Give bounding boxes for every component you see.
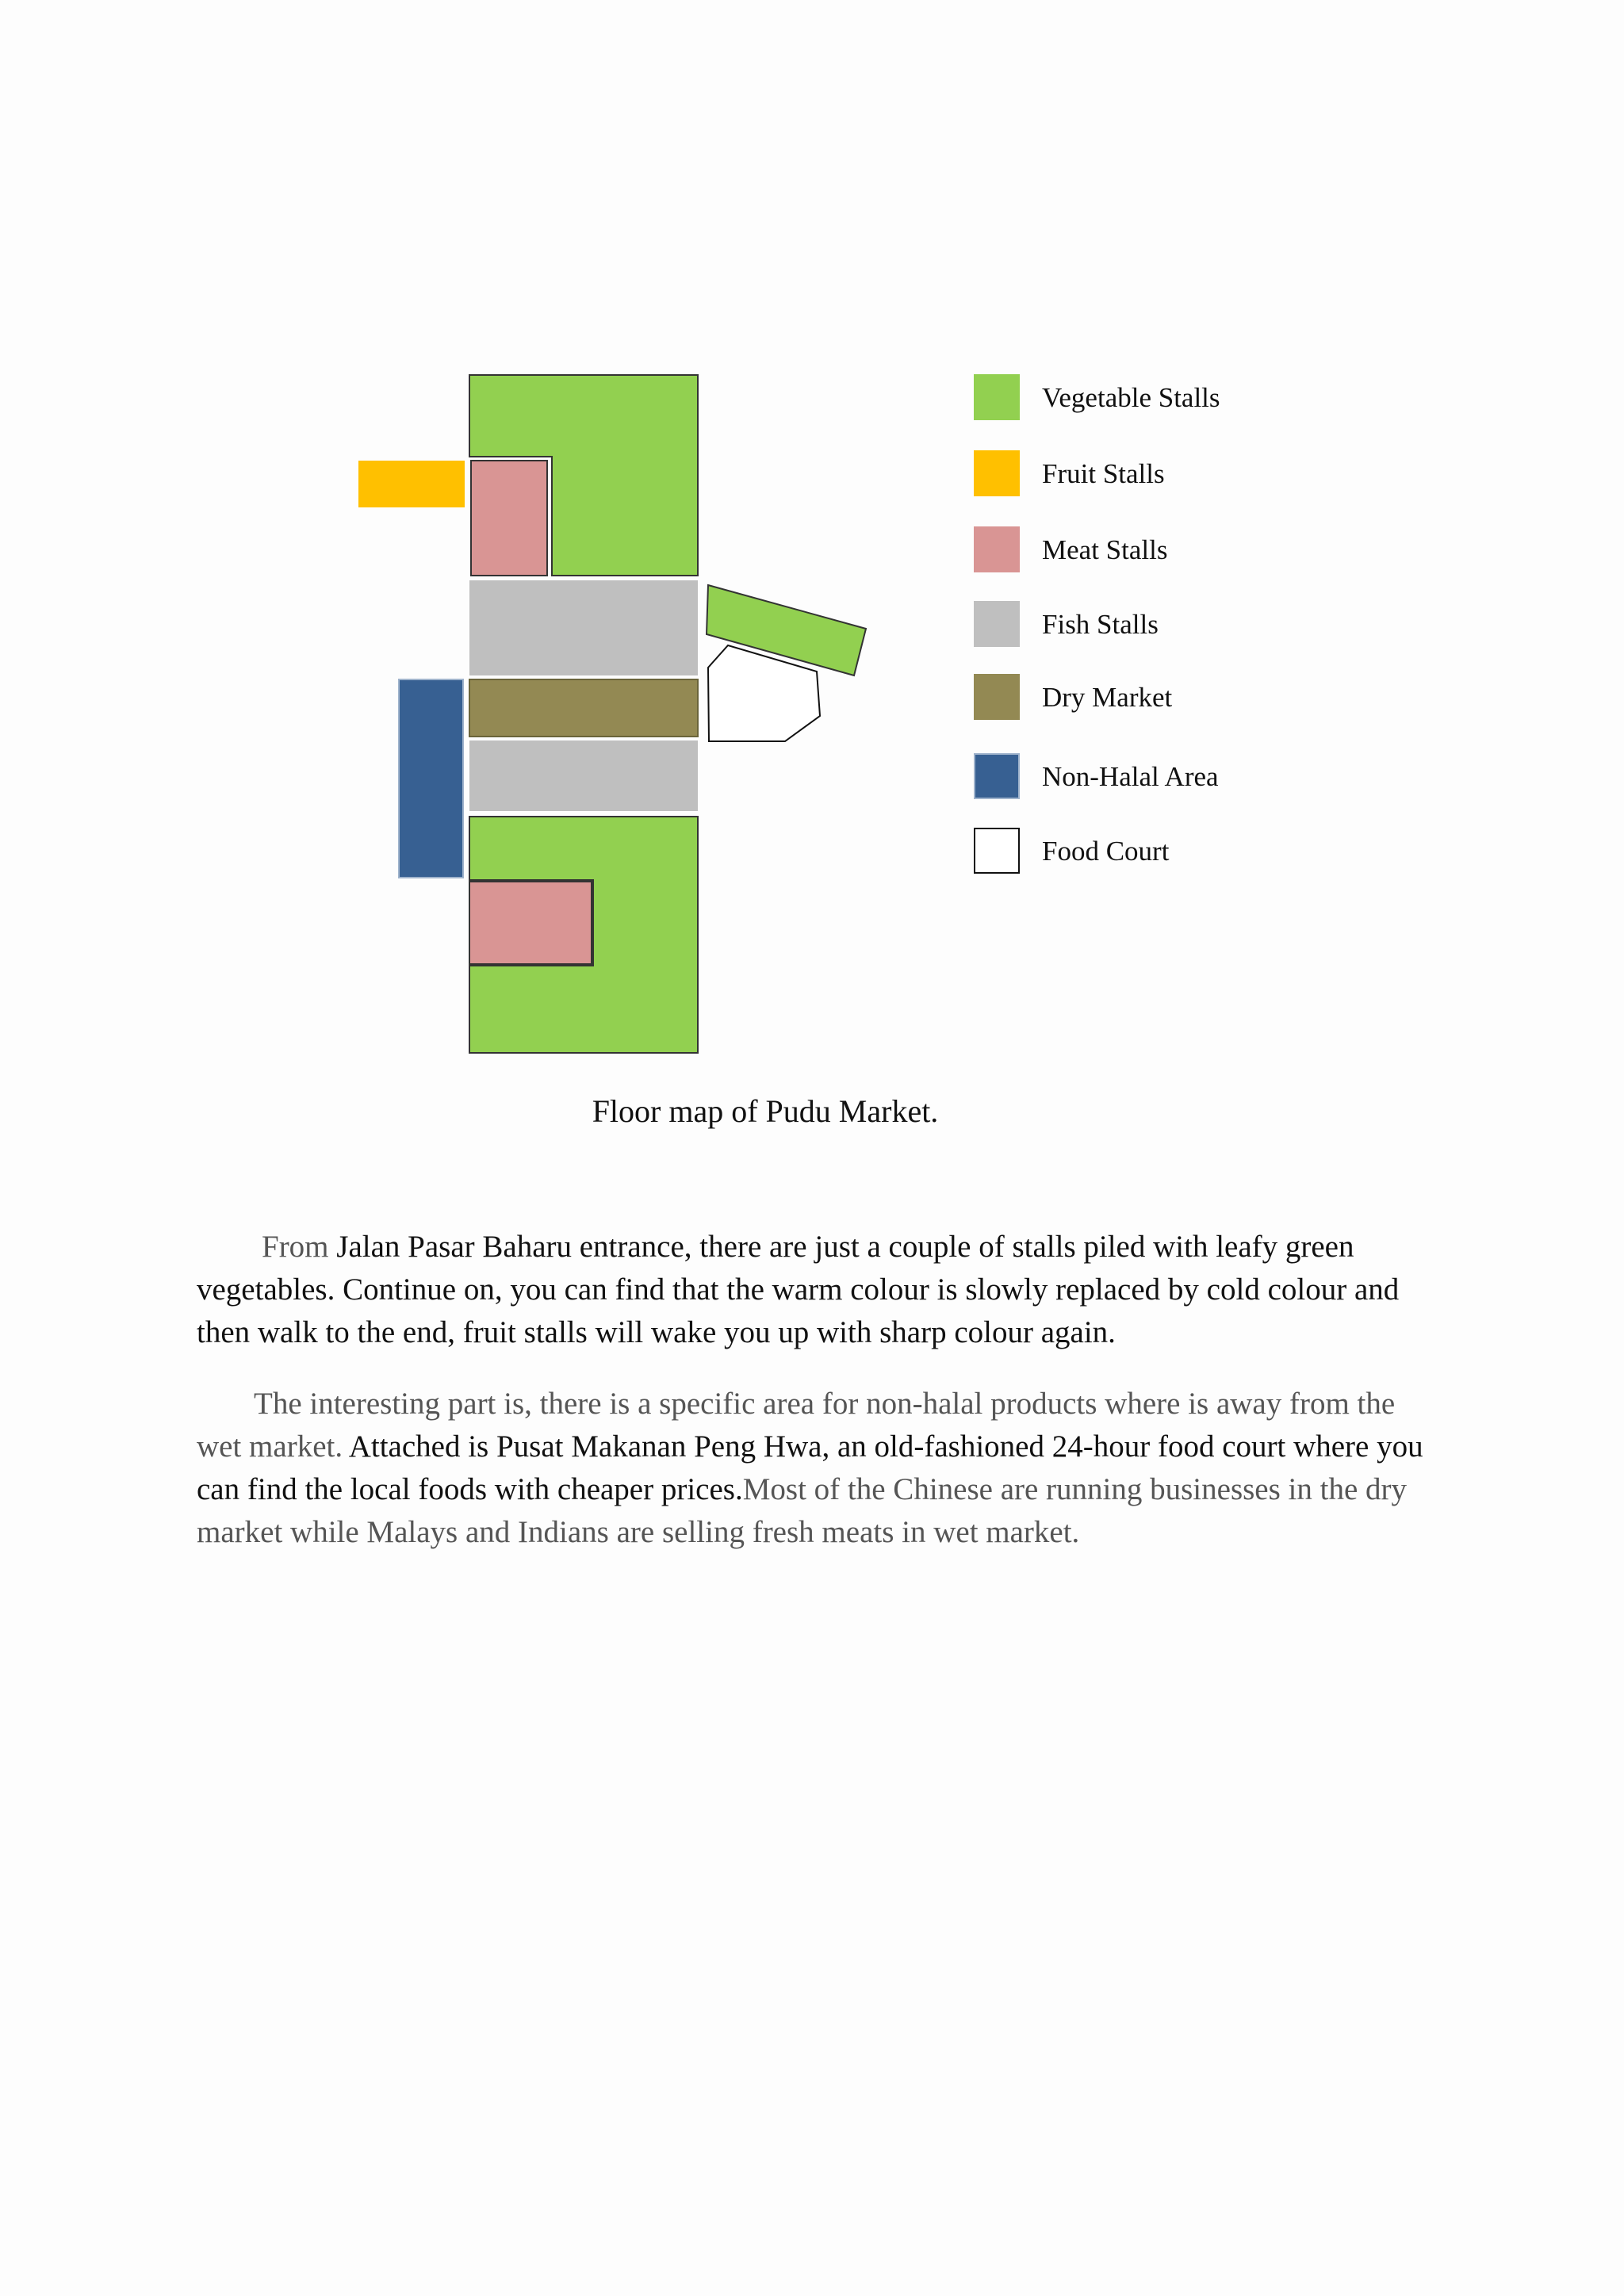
paragraph-1-lead: From — [262, 1230, 329, 1264]
legend-label: Food Court — [1042, 836, 1170, 867]
legend-item-vegetable — [974, 374, 1418, 425]
meat-stalls-bottom — [469, 882, 592, 964]
legend-label: Meat Stalls — [1042, 534, 1168, 565]
fruit-stalls — [358, 461, 465, 507]
paragraph-2-lead: The interesting part is, there is a specific area for non-halal products where is away from the wet market. — [197, 1387, 1396, 1464]
legend-label: Fruit Stalls — [1042, 458, 1165, 489]
legend-item-fruit — [974, 450, 1418, 501]
non-halal-area — [399, 679, 463, 878]
paragraph-2-middle: Attached is Pusat Makanan Peng Hwa, an old-fashioned 24-hour food court where you can find the local foods with cheaper prices. — [197, 1429, 1423, 1506]
legend-swatch — [974, 753, 1020, 799]
legend-label: Vegetable Stalls — [1042, 382, 1220, 413]
dry-market — [469, 679, 698, 737]
legend-item-dry — [974, 674, 1418, 725]
paragraph-1-body: Jalan Pasar Baharu entrance, there are just a couple of stalls piled with leafy green vegetables. Continue on, you can find that the warm colour is slowly replaced by cold colour and then walk to the end, fruit stalls will wake you up with sharp colour again. — [197, 1230, 1400, 1349]
legend-label: Fish Stalls — [1042, 609, 1159, 640]
legend-swatch — [974, 828, 1020, 874]
legend-swatch — [974, 450, 1020, 496]
legend-item-meat — [974, 526, 1418, 577]
paragraph-2-tail: Most of the Chinese are running businesses in the dry market while Malays and Indians are selling fresh meats in wet market. — [197, 1472, 1408, 1549]
legend-label: Non-Halal Area — [1042, 761, 1219, 792]
meat-stalls-top — [471, 461, 547, 576]
fish-stalls-bottom — [469, 740, 698, 811]
map-caption: Floor map of Pudu Market. — [592, 1093, 939, 1129]
paragraph-1 — [197, 1226, 1434, 1354]
fish-stalls-top — [469, 580, 698, 675]
legend-item-non-halal — [974, 753, 1418, 804]
legend-label: Dry Market — [1042, 682, 1173, 713]
paragraph-2 — [197, 1383, 1434, 1554]
legend-swatch — [974, 601, 1020, 647]
legend-swatch — [974, 374, 1020, 420]
legend-swatch — [974, 674, 1020, 720]
legend-item-fish — [974, 601, 1418, 652]
legend-item-food-court — [974, 828, 1418, 878]
legend-swatch — [974, 526, 1020, 572]
